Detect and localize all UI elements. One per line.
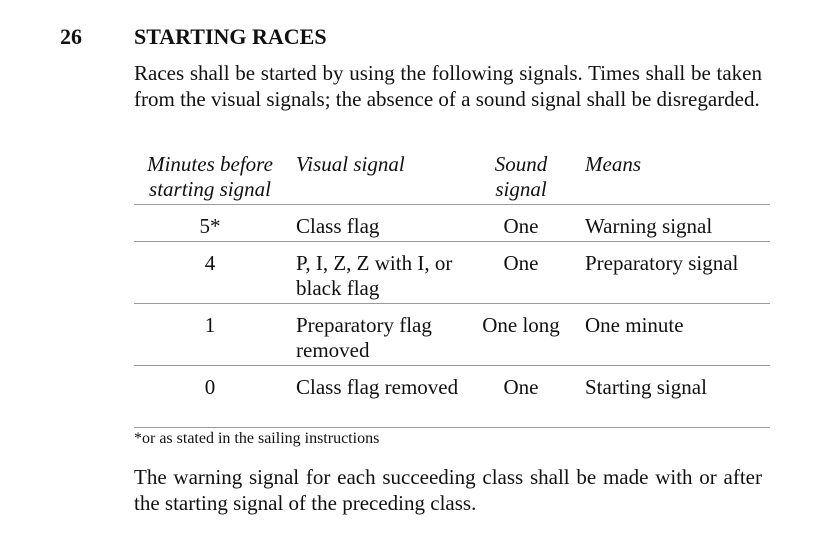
- cell-minutes: 5*: [134, 205, 286, 242]
- cell-visual-signal: P, I, Z, Z with I, or black flag: [286, 242, 471, 304]
- table-header-row: [134, 150, 770, 205]
- cell-means: Starting signal: [571, 366, 770, 428]
- table-row: [134, 366, 770, 428]
- closing-paragraph: The warning signal for each succeeding class shall be made with or after the starting signal of the preceding class.: [134, 465, 762, 515]
- cell-means: Warning signal: [571, 205, 770, 242]
- cell-sound-signal: One: [471, 242, 571, 304]
- cell-minutes: 4: [134, 242, 286, 304]
- rule-intro-paragraph: Races shall be started by using the following signals. Times shall be taken from the visual signals; the absence of a sound signal shall be disregarded.: [134, 61, 762, 111]
- starting-signals-table: [134, 150, 770, 428]
- cell-minutes: 0: [134, 366, 286, 428]
- table-row: [134, 205, 770, 242]
- cell-visual-signal: Preparatory flag removed: [286, 304, 471, 366]
- header-minutes: Minutes before starting signal: [134, 150, 286, 205]
- cell-sound-signal: One: [471, 366, 571, 428]
- table-row: [134, 242, 770, 304]
- header-means: Means: [571, 150, 770, 205]
- table-row: [134, 304, 770, 366]
- cell-means: Preparatory signal: [571, 242, 770, 304]
- header-visual-signal: Visual signal: [286, 150, 471, 205]
- header-sound-signal: Sound signal: [471, 150, 571, 205]
- cell-means: One minute: [571, 304, 770, 366]
- cell-visual-signal: Class flag removed: [286, 366, 471, 428]
- rule-title: STARTING RACES: [134, 24, 327, 49]
- cell-sound-signal: One: [471, 205, 571, 242]
- cell-visual-signal: Class flag: [286, 205, 471, 242]
- rule-number: 26: [60, 24, 82, 49]
- cell-sound-signal: One long: [471, 304, 571, 366]
- table-footnote: *or as stated in the sailing instructions: [134, 430, 380, 447]
- cell-minutes: 1: [134, 304, 286, 366]
